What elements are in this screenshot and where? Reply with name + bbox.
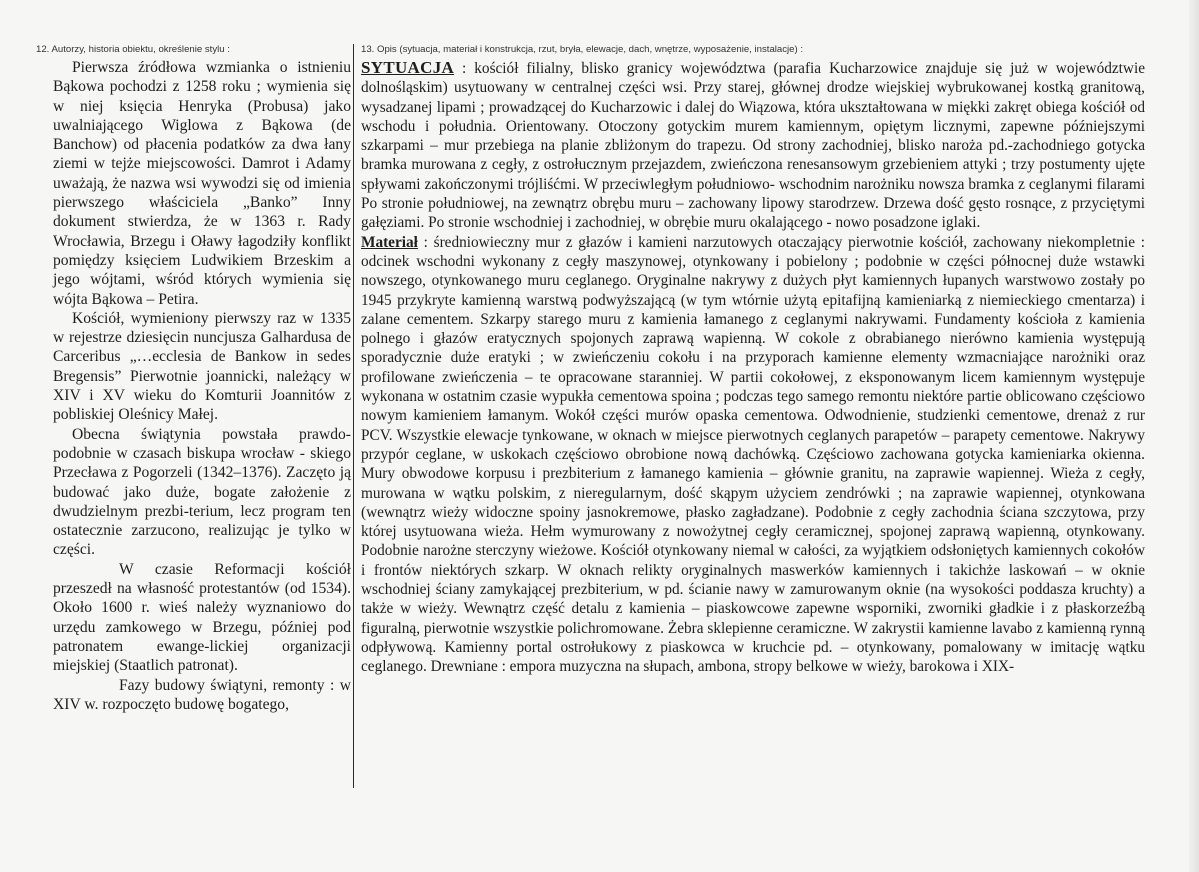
material-paragraph [361, 233, 1145, 677]
material-lead: Materiał [361, 233, 418, 251]
description-column [361, 44, 1145, 677]
section-12-heading: 12. Autorzy, historia obiektu, określenie stylu : [36, 44, 230, 55]
history-paragraph: W czasie Reformacji kościół przeszedł na własność protestantów (od 1534). Około 1600 r. wieś należy wyznaniowo do urzędu zamkowego w Brzegu, później pod patronatem ewange-lickiej organizacji miejskiej (Staatlich patronat). [53, 560, 351, 675]
history-paragraph: Kościół, wymieniony pierwszy raz w 1335 w rejestrze dziesięcin nuncjusza Galhardusa de Carceribus „…ecclesia de Bankow in sedes Bregensis” Pierwotnie joannicki, należący w XIV i XV wieku do Komturii Joannitów z pobliskiej Oleśnicy Małej. [53, 309, 351, 424]
page-edge-shadow [1189, 0, 1199, 872]
history-paragraph: Pierwsza źródłowa wzmianka o istnieniu Bąkowa pochodzi z 1258 roku ; wymienia się w niej księcia Henryka (Probusa) jako uwalniającego Wiglowa z Bąkowa (de Banchow) od płacenia podatków za dwa łany ziemi w tejże miejscowości. Damrot i Adamy uważają, że nazwa wsi wywodzi się od imienia pierwszego właściciela „Banko” Inny dokument stwierdza, że w 1363 r. Rady Wrocławia, Brzegu i Oławy łagodziły konflikt pomiędzy księciem Ludwikiem Brzeskim a jego wójtami, wśród których wymienia się wójta Bąkowa – Petira. [53, 59, 351, 308]
history-paragraph: Fazy budowy świątyni, remonty : w XIV w. rozpoczęto budowę bogatego, [53, 676, 351, 713]
situation-text: : kościół filialny, blisko granicy województwa (parafia Kucharzowice znajduje się już w województwie dolnośląskim) usytuowany w centralnej części wsi. Przy starej, głównej drodze wiejskiej wybrukowanej kostką granitową, wysadzanej lipami ; prowadzącej do Kucharzowic i dalej do Wiązowa, która ukształtowana w miękki zakręt obiega kościół od wschodu i południa. Orientowany. Otoczony gotyckim murem kamiennym, opiętym licznymi, zapewne późniejszymi szkarpami – mur przebiega na planie zbliżonym do trapezu. Od strony zachodniej, blisko naroża pd.-zachodniego gotycka bramka murowana z cegły, z ostrołucznym przejazdem, zwieńczona renesansowym grzebieniem attyki ; trzy postumenty ujęte spływami zakończonymi trójliśćmi. W przeciwległym południowo- wschodnim narożniku nowsza bramka z ceglanymi filarami Po stronie południowej, na zewnątrz obrębu muru – zachowany lipowy starodrzew. Drzewa dość gęsto rosnące, z przyciętymi gałęziami. Po stronie wschodniej i zachodniej, w obrębie muru okalającego - nowo posadzone iglaki. [361, 60, 1145, 232]
history-paragraph: Obecna świątynia powstała prawdo-podobnie w czasach biskupa wrocław - skiego Przecława z Pogorzeli (1342–1376). Zaczęto ją budować jako duże, bogate założenie z dwudzielnym prezbi-terium, lecz program ten ostatecznie zarzucono, realizując je tylko w części. [53, 425, 351, 559]
situation-lead: SYTUACJA [361, 58, 455, 77]
column-divider [353, 44, 354, 788]
material-text: : średniowieczny mur z głazów i kamieni narzutowych otaczający pierwotnie kościół, zachowany niekompletnie : odcinek wschodni wykonany z cegły maszynowej, otynkowany i pobielony ; podobnie w części północnej duże wstawki nowszego, otynkowanego muru ceglanego. Oryginalne nakrywy z dużych płyt kamiennych łupanych warstwowo zostały po 1945 przykryte kamienną warstwą podwyższającą (w tym wtórnie użytą epitafijną kamieniarką z niemieckiego cmentarza) i zalane cementem. Szkarpy starego muru z kamienia łamanego z ceglanymi nakrywami. Fundamenty kościoła z kamienia polnego i głazów eratycznych spojonych zaprawą wapienną. W cokole z obrabianego nierówno kamienia występują sporadycznie duże eratyki ; w zwieńczeniu cokołu i na przyporach kamienne elementy wzmacniające narożniki oraz profilowane zwieńczenia – te opracowane staranniej. W partii cokołowej, z eksponowanym licem kamiennym występuje wykonana w ostatnim czasie wypukła cementowa spoina ; podczas tego samego remontu niektóre partie oblicowano częściowo nowym kamieniem łamanym. Wokół części murów opaska cementowa. Odwodnienie, studzienki cementowe, drenaż z rur PCV. Wszystkie elewacje tynkowane, w oknach w miejsce pierwotnych ceglanych parapetów – parapety cementowe. Nakrywy przypór ceglane, w uskokach częściowo obrobione nową dachówką. Częściowo zachowana gotycka kamieniarka okienna. Mury obwodowe korpusu i prezbiterium z łamanego kamienia – głównie granitu, na zaprawie wapiennej. Wieża z cegły, murowana w wątku polskim, z nieregularnym, dość skąpym użyciem zendrówki ; na zaprawie wapiennej, otynkowana (wewnątrz wieży widoczne spoiny jasnokremowe, płasko zagładzane). Podobnie z cegły zachodnia ściana szczytowa, przy której usytuowana wieża. Hełm wymurowany z nowożytnej cegły ceramicznej, spojonej zaprawą wapienną, otynkowany. Podobnie narożne sterczyny wieżowe. Kościół otynkowany niemal w całości, za wyjątkiem odsłoniętych kamiennych cokołów i frontów niektórych szkarp. W oknach relikty oryginalnych maswerków kamiennych i takichże laskowań – w oknie wschodniej ściany zamykającej prezbiterium, w pd. ścianie nawy w zamurowanym oknie (na wysokości poddasza kruchty) a także w wieży. Wewnątrz część detalu z kamienia – piaskowcowe zapewne wsporniki, zworniki gładkie i z płaskorzeźbą figuralną, pierwotnie wszystkie polichromowane. Żebra sklepienne ceramiczne. W zakrystii kamienne lavabo z kamienną rynną odpływową. Kamienny portal ostrołukowy z piaskowca w kruchcie pd. – otynkowany, pomalowany w imitację wątku ceglanego. Drewniane : empora muzyczna na słupach, ambona, stropy belkowe w wieży, barokowa i XIX- [361, 233, 1145, 676]
section-13-heading: 13. Opis (sytuacja, materiał i konstrukcja, rzut, bryła, elewacje, dach, wnętrze, wyposażenie, instalacje) : [361, 44, 804, 55]
history-column [36, 44, 351, 714]
situation-paragraph [361, 58, 1145, 233]
